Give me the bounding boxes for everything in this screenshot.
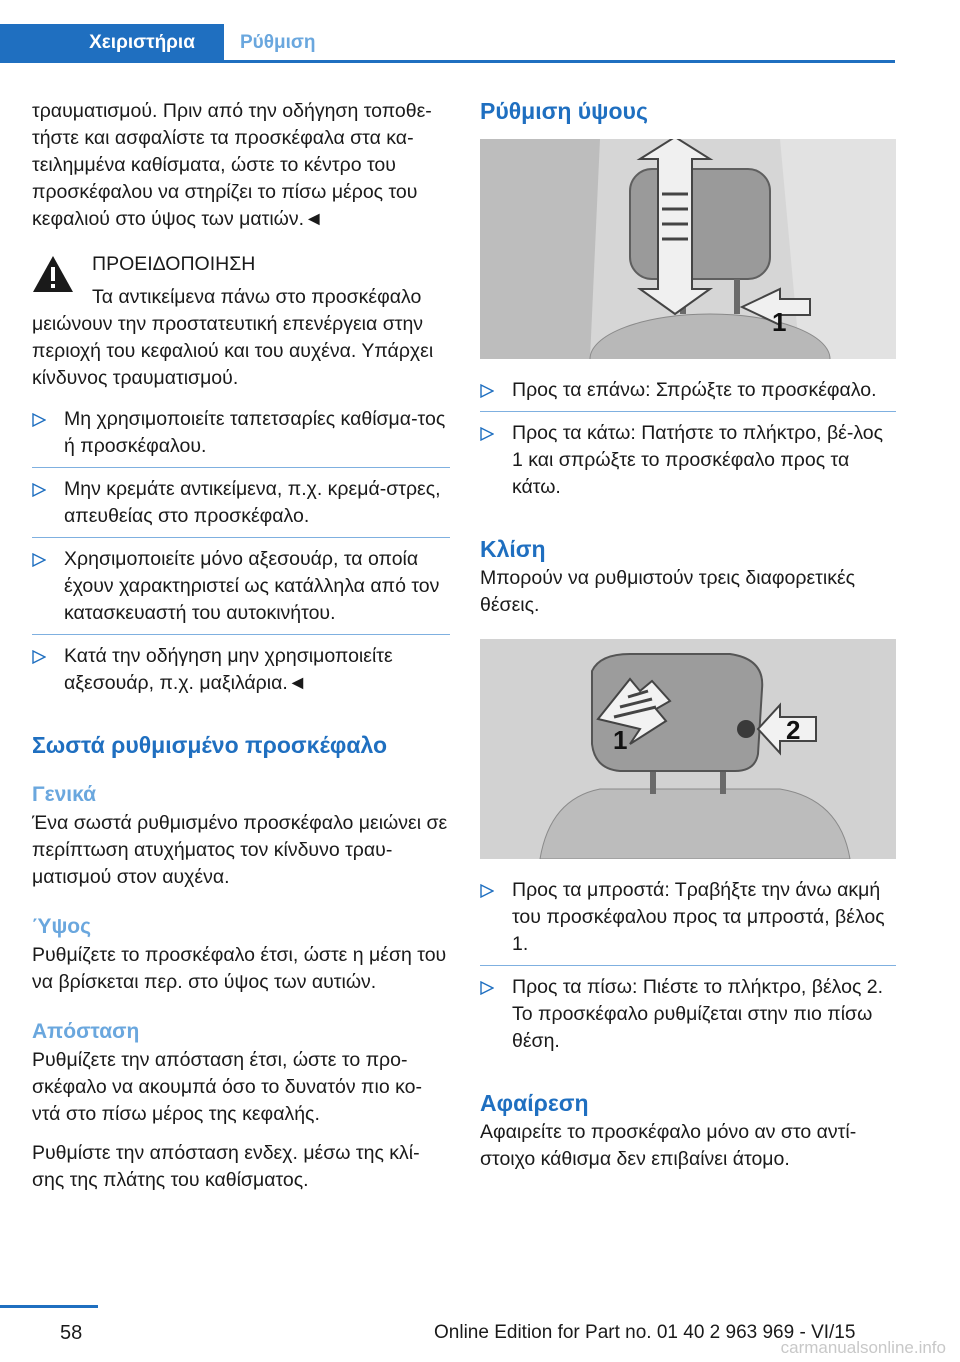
removal-heading: Αφαίρεση [480,1090,589,1116]
tab-controls[interactable]: Χειριστήρια [0,24,224,62]
height-text: Ρυθμίζετε το προσκέφαλο έτσι, ώστε η μέση του να βρίσκεται περ. στο ύψος των αυτιών. [32,944,447,993]
list-item: Προς τα επάνω: Σπρώξτε το προσκέφαλο. [480,369,896,412]
triangle-bullet-icon [32,553,46,567]
tilt-list [480,869,896,1062]
tilt-text: Μπορούν να ρυθμιστούν τρεις διαφορετικές θέσεις. [480,567,856,616]
distance-text: Ρυθμίζετε την απόσταση έτσι, ώστε το προ-σκέφαλο να ακουμπά όσο το δυνατόν πιο κο-ντά στο πίσω μέρος της κεφαλής. [32,1049,422,1125]
list-item: Μην κρεμάτε αντικείμενα, π.χ. κρεμά-στρες, απευθείας στο προσκέφαλο. [32,468,450,538]
intro-paragraph: τραυματισμού. Πριν από την οδήγηση τοποθε-τήστε και ασφαλίστε τα προσκέφαλα στα κα-τειλημμένα καθίσματα, ώστε το κέντρο του προσκέφαλου να στηρίζει το πίσω μέρος του κεφαλιού στο ύψος των ματιών.◄ [32,100,432,230]
warning-text: Τα αντικείμενα πάνω στο προσκέφαλο μειώνουν την προστατευτική επενέργεια στην περιοχή του κεφαλιού και του αυχένα. Υπάρχει κίνδυνος τραυματισμού. [32,286,434,389]
list-item: Μη χρησιμοποιείτε ταπετσαρίες καθίσμα-τος ή προσκέφαλου. [32,398,450,468]
triangle-bullet-icon [480,384,494,398]
distance-text-2: Ρυθμίστε την απόσταση ενδεχ. μέσω της κλί-σης της πλάτης του καθίσματος. [32,1142,420,1191]
fig2-label-1: 1 [613,725,628,755]
watermark: carmanualsonline.info [780,1338,946,1357]
triangle-bullet-icon [32,650,46,664]
warning-triangle-icon [32,255,74,293]
warning-list [32,398,450,704]
headrest-tilt-illustration [480,639,896,859]
left-column [32,98,450,1206]
height-adjust-list [480,369,896,508]
triangle-bullet-icon [480,981,494,995]
list-item: Προς τα πίσω: Πιέστε το πλήκτρο, βέλος 2. Το προσκέφαλο ρυθμίζεται στην πιο πίσω θέση. [480,966,896,1062]
page-header [0,0,960,62]
removal-text: Αφαιρείτε το προσκέφαλο μόνο αν στο αντί-στοιχο κάθισμα δεν επιβαίνει άτομο. [480,1121,857,1170]
triangle-bullet-icon [480,884,494,898]
edition-text: Online Edition for Part no. 01 40 2 963 969 - VI/15 [434,1322,856,1343]
list-item: Κατά την οδήγηση μην χρησιμοποιείτε αξεσουάρ, π.χ. μαξιλάρια.◄ [32,635,450,704]
fig1-label-1: 1 [772,307,787,337]
warning-title: ΠΡΟΕΙΔΟΠΟΙΗΣΗ [92,253,256,275]
triangle-bullet-icon [480,427,494,441]
page-number: 58 [60,1322,83,1344]
height-heading: Ύψος [32,915,92,938]
distance-heading: Απόσταση [32,1020,140,1043]
headrest-height-illustration [480,139,896,359]
height-adjust-heading: Ρύθμιση ύψους [480,98,648,124]
general-text: Ένα σωστά ρυθμισμένο προσκέφαλο μειώνει σε περίπτωση ατυχήματος τον κίνδυνο τραυ-ματισμού στον αυχένα. [32,812,448,888]
triangle-bullet-icon [32,483,46,497]
footer-divider [0,1305,98,1308]
header-divider [0,60,895,63]
warning-block [32,251,450,392]
general-heading: Γενικά [32,783,97,806]
list-item: Προς τα κάτω: Πατήστε το πλήκτρο, βέ-λος 1 και σπρώξτε το προσκέφαλο προς τα κάτω. [480,412,896,508]
list-item: Προς τα μπροστά: Τραβήξτε την άνω ακμή του προσκέφαλου προς τα μπροστά, βέλος 1. [480,869,896,966]
tab-adjustment[interactable]: Ρύθμιση [240,32,316,53]
section-title: Σωστά ρυθμισμένο προσκέφαλο [32,732,388,758]
list-item: Χρησιμοποιείτε μόνο αξεσουάρ, τα οποία έχουν χαρακτηριστεί ως κατάλληλα από τον κατασκευαστή του αυτοκινήτου. [32,538,450,635]
right-column [480,98,896,1185]
fig2-label-2: 2 [786,715,801,745]
tilt-heading: Κλίση [480,536,546,562]
triangle-bullet-icon [32,413,46,427]
